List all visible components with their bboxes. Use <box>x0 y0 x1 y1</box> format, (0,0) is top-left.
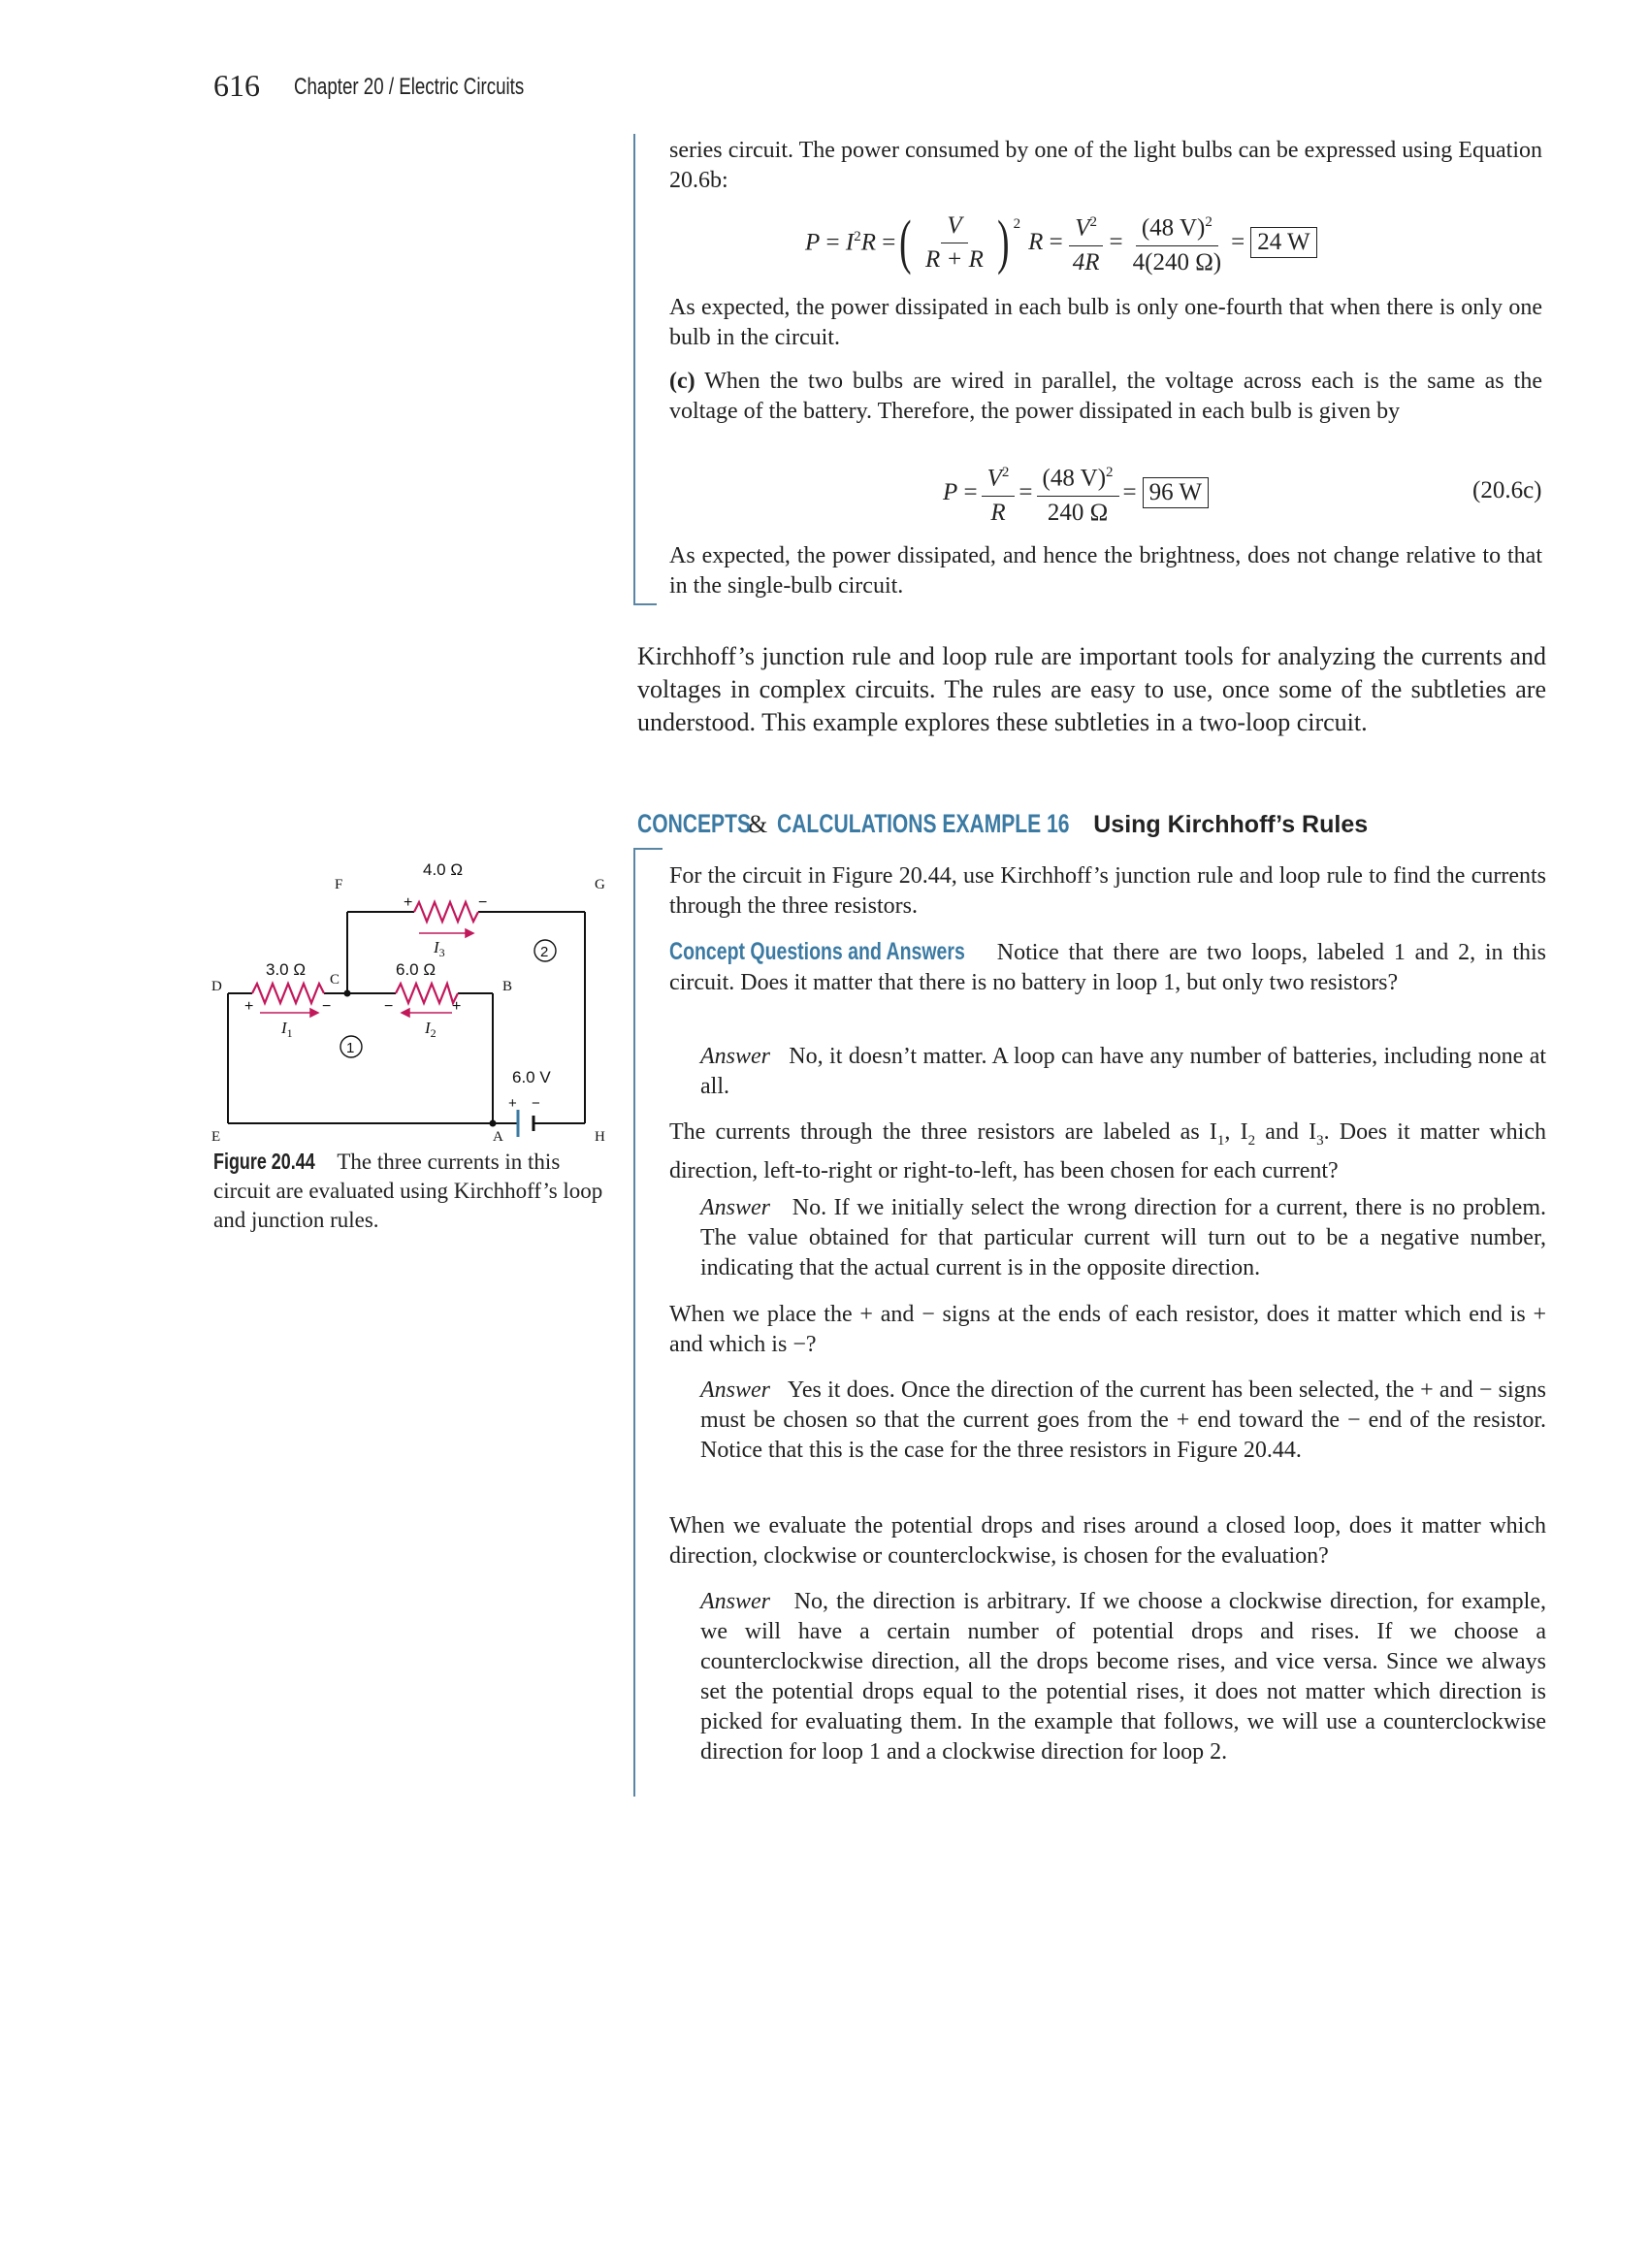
equation-power-series: $P = I^2R$ = ( $\frac{V}{R + R}$ ) $^2$ R = $\frac{V^2}{4R}$ = $\frac{(48 V)^2}{4(240 \Omega)}$ = 24 W <box>805 204 1317 281</box>
label-i3: $I_3$ <box>434 938 445 959</box>
label-6ohm: 6.0 Ω <box>396 960 436 979</box>
node-g: G <box>595 877 605 892</box>
sign-r4-minus: − <box>478 894 488 911</box>
node-e: E <box>211 1129 221 1145</box>
answer-1: Answer No, it doesn’t matter. A loop can have any number of batteries, including none at all. <box>700 1044 1547 1099</box>
example16-heading: CONCEPTS & CALCULATIONS EXAMPLE 16 Using Kirchhoff’s Rules <box>637 809 1369 838</box>
junction-c <box>344 990 351 997</box>
eq1-result-box: 24 W <box>1250 227 1316 258</box>
question-4: When we evaluate the potential drops and rises around a closed loop, does it matter which direction, clockwise or counterclockwise, is chosen for the evaluation? <box>669 1513 1546 1569</box>
example16-rule-vertical <box>633 848 635 1797</box>
eq2-result-box: 96 W <box>1143 477 1209 508</box>
label-battery: 6.0 V <box>512 1068 551 1086</box>
arrow-i1-head <box>310 1009 318 1017</box>
eq1-frac-v-over-2r: $\frac{V}{R + R}$ <box>925 211 984 273</box>
node-a: A <box>493 1129 503 1145</box>
label-4ohm: 4.0 Ω <box>423 860 464 879</box>
eq2-frac-v2-over-r: $\frac{V^2}{R}$ <box>982 458 1016 527</box>
question-2: The currents through the three resistors are labeled as $I_1$, $I_2$ and $I_3$. Does it matter which direction, left-to-right or right-to-left, has been chosen for each current? <box>669 1119 1546 1183</box>
example-intro: series circuit. The power consumed by one of the light bulbs can be expressed using Equation 20.6b: <box>669 138 1542 193</box>
node-d: D <box>211 979 222 994</box>
sign-r6-minus: − <box>384 998 394 1015</box>
eq1-frac-v2-over-4r: $\frac{V^2}{4R}$ <box>1067 208 1106 276</box>
figure-caption-text: The three currents in this circuit are evaluated using Kirchhoff’s loop and junction rules. <box>213 1150 603 1232</box>
sign-r4-plus: + <box>404 894 413 911</box>
example16-rule-top <box>633 848 663 850</box>
node-c: C <box>330 972 340 988</box>
junction-a <box>490 1120 497 1127</box>
part-c-paragraph: (c) When the two bulbs are wired in parallel, the voltage across each is the same as the voltage of the battery. Therefore, the power dissipated in each bulb is given by <box>669 369 1542 424</box>
figure-caption <box>213 1147 611 1235</box>
node-f: F <box>335 877 343 892</box>
equation-number: (20.6c) <box>1472 477 1542 503</box>
arrow-i3-head <box>466 929 473 937</box>
sign-r3-minus: − <box>322 998 332 1015</box>
sign-bat-minus: − <box>532 1095 540 1112</box>
eq1-open-paren: ( <box>899 210 912 275</box>
example16-problem: For the circuit in Figure 20.44, use Kirchhoff’s junction rule and loop rule to find the currents through the three resistors. <box>669 863 1546 919</box>
circuit-diagram <box>204 854 630 1145</box>
equation-power-parallel: P = $\frac{V^2}{R}$ = $\frac{(48 V)^2}{240 \Omega}$ = 96 W <box>943 456 1209 530</box>
sign-r6-plus: + <box>452 998 462 1015</box>
loop-1-number: 1 <box>346 1040 355 1056</box>
eq1-lhs: $P = I^2R$ = <box>805 228 896 256</box>
resistor-6ohm <box>396 984 458 1003</box>
concept-questions-heading: Concept Questions and Answers <box>669 938 965 965</box>
label-3ohm: 3.0 Ω <box>266 960 307 979</box>
page-number: 616 <box>213 68 260 103</box>
answer-2: Answer No. If we initially select the wrong direction for a current, there is no problem. The value obtained for that particular current will turn out to be a negative number, indicating that the actual current is in the opposite direction. <box>700 1195 1546 1280</box>
question-1: Concept Questions and Answers Notice that there are two loops, labeled 1 and 2, in this circuit. Does it matter that there is no battery in loop 1, but only two resistors? <box>669 938 1546 995</box>
label-i1: $I_1$ <box>281 1019 293 1040</box>
label-i2: $I_2$ <box>425 1019 436 1040</box>
arrow-i2-head <box>402 1009 409 1017</box>
example-para3: As expected, the power dissipated, and hence the brightness, does not change relative to that in the single-bulb circuit. <box>669 543 1542 599</box>
node-b: B <box>502 979 513 994</box>
example-para2: As expected, the power dissipated in each bulb is only one-fourth that when there is only one bulb in the circuit. <box>669 295 1542 350</box>
question-3: When we place the + and − signs at the ends of each resistor, does it matter which end is + and which is −? <box>669 1302 1546 1357</box>
figure-label: Figure 20.44 <box>213 1149 315 1174</box>
answer-3: Answer Yes it does. Once the direction of the current has been selected, the + and − signs must be chosen so that the current goes from the + end toward the − end of the resistor. Notice that this is the case for the three resistors in Figure 20.44. <box>700 1377 1547 1463</box>
node-h: H <box>595 1129 605 1145</box>
loop-2-number: 2 <box>540 944 549 960</box>
sign-r3-plus: + <box>244 998 254 1015</box>
eq2-frac-values: $\frac{(48 V)^2}{240 \Omega}$ <box>1037 458 1119 527</box>
eq1-frac-values: $\frac{(48 V)^2}{4(240 \Omega)}$ <box>1127 208 1227 276</box>
example-rule-vertical <box>633 134 635 605</box>
sign-bat-plus: + <box>508 1095 517 1112</box>
answer-4: Answer No, the direction is arbitrary. If we choose a clockwise direction, for example, we will have a certain number of potential drops and rises. If we choose a counterclockwise direction, all the drops become rises, and vice versa. Since we always set the potential drops equal to the potential rises, it does not matter which direction is picked for evaluating them. In the example that follows, we will use a counterclockwise direction for loop 1 and a clockwise direction for loop 2. <box>700 1589 1547 1765</box>
resistor-3ohm <box>252 984 324 1003</box>
kirchhoff-intro: Kirchhoff’s junction rule and loop rule are important tools for analyzing the currents and voltages in complex circuits. The rules are easy to use, once some of the subtleties are understood. This example explores these subtleties in a two-loop circuit. <box>637 642 1546 736</box>
example-rule-foot <box>633 603 657 605</box>
eq1-close-paren: ) <box>997 210 1010 275</box>
chapter-title: Chapter 20 / Electric Circuits <box>294 74 525 100</box>
resistor-4ohm <box>414 902 478 922</box>
